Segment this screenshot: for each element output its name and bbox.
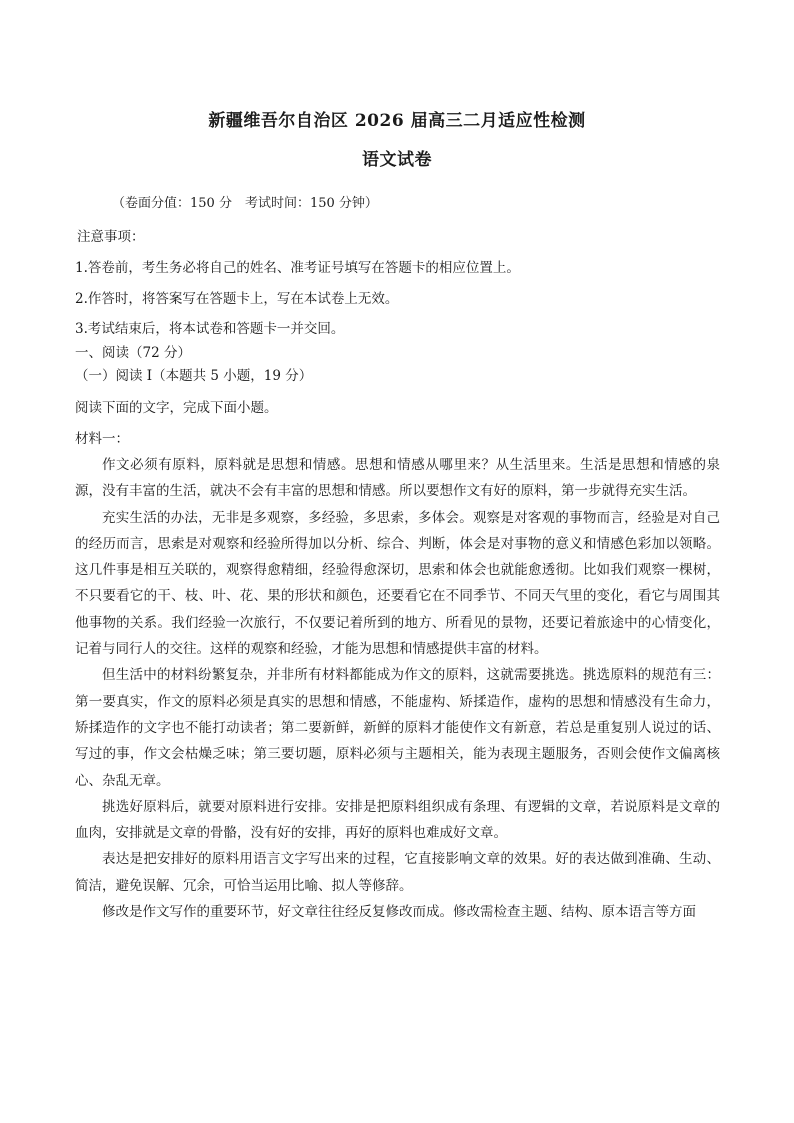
exam-title: 新疆维吾尔自治区 2026 届高三二月适应性检测 — [208, 111, 586, 131]
exam-subtitle: 语文试卷 — [362, 150, 432, 170]
note-item: 1.答卷前，考生务必将自己的姓名、准考证号填写在答题卡的相应位置上。 — [75, 260, 520, 276]
section-heading: 一、阅读（72 分） — [75, 345, 191, 361]
paragraph: 充实生活的办法，无非是多观察，多经验，多思索，多体会。观察是对客观的事物而言，经验是对自己的经历而言，思索是对观察和经验所得加以分析、综合、判断，体会是对事物的意义和情感色彩加以领略。这几件事是相互关联的，观察得愈精细，经验得愈深切，思索和体会也就能愈透彻。比如我们观察一棵树，不只要看它的干、枝、叶、花、果的形状和颜色，还要看它在不同季节、不同天气里的变化，看它与周围其他事物的关系。我们经验一次旅行，不仅要记着所到的地方、所看见的景物，还要记着旅途中的心情变化，记着与同行人的交往。这样的观察和经验，才能为思想和情感提供丰富的材料。 — [75, 509, 720, 658]
note-item: 3.考试结束后，将本试卷和答题卡一并交回。 — [75, 321, 345, 337]
paragraph: 修改是作文写作的重要环节，好文章往往经反复修改而成。修改需检查主题、结构、原本语言等方面 — [102, 904, 696, 921]
notes-heading: 注意事项： — [77, 229, 145, 245]
exam-meta: （卷面分值：150 分 考试时间：150 分钟） — [112, 196, 378, 211]
material-body — [75, 452, 720, 925]
paragraph: 挑选好原料后，就要对原料进行安排。安排是把原料组织成有条理、有逻辑的文章，若说原料是文章的血肉，安排就是文章的骨骼，没有好的安排，再好的原料也难成好文章。 — [75, 798, 720, 842]
instruction-text: 阅读下面的文字，完成下面小题。 — [75, 400, 278, 416]
note-item: 2.作答时，将答案写在答题卡上，写在本试卷上无效。 — [75, 291, 399, 307]
paragraph: 表达是把安排好的原料用语言文字写出来的过程，它直接影响文章的效果。好的表达做到准确、生动、简洁，避免误解、冗余，可恰当运用比喻、拟人等修辞。 — [75, 851, 720, 894]
paragraph: 作文必须有原料，原料就是思想和情感。思想和情感从哪里来？从生活里来。生活是思想和情感的泉源，没有丰富的生活，就决不会有丰富的思想和情感。所以要想作文有好的原料，第一步就得充实生活。 — [75, 457, 720, 500]
subsection-heading: （一）阅读 Ⅰ（本题共 5 小题，19 分） — [75, 368, 313, 384]
material-label: 材料一： — [75, 431, 129, 447]
paragraph: 但生活中的材料纷繁复杂，并非所有材料都能成为作文的原料，这就需要挑选。挑选原料的规范有三：第一要真实，作文的原料必须是真实的思想和情感，不能虚构、矫揉造作，虚构的思想和情感没有生命力，矫揉造作的文字也不能打动读者；第二要新鲜，新鲜的原料才能使作文有新意，若总是重复别人说过的话、写过的事，作文会枯燥乏味；第三要切题，原料必须与主题相关，能为表现主题服务，否则会使作文偏离核心、杂乱无章。 — [75, 667, 720, 789]
